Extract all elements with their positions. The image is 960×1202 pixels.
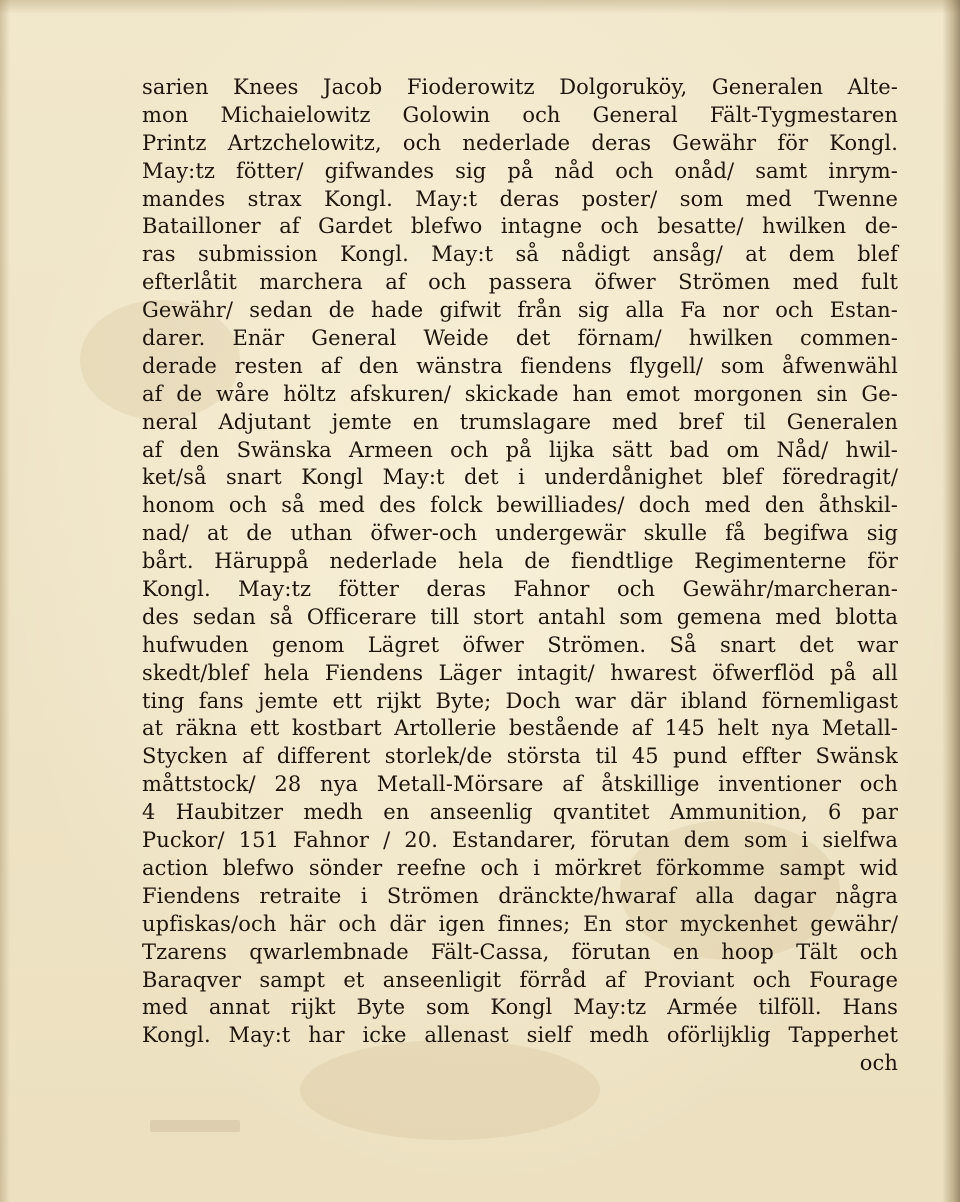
text-line: skedt/blef hela Fiendens Läger intagit/ hwarest öfwerflöd på all (142, 660, 898, 685)
catchword: och (859, 1051, 898, 1076)
text-line: af den Swänska Armeen och på lijka sätt bad om Nåd/ hwil- (142, 437, 898, 462)
text-line: neral Adjutant jemte en trumslagare med bref til Generalen (142, 409, 898, 434)
text-line: Kongl. May:tz fötter deras Fahnor och Gewähr/marcheran- (142, 577, 898, 602)
text-line: darer. Enär General Weide det förnam/ hwilken commen- (142, 326, 898, 351)
text-line: efterlåtit marchera af och passera öfwer Strömen med fult (142, 270, 898, 295)
text-line: Gewähr/ sedan de hade gifwit från sig alla Fa nor och Estan- (142, 298, 898, 323)
text-line: bårt. Häruppå nederlade hela de fiendtlige Regimenterne för (142, 549, 898, 574)
text-line: af de wåre höltz afskuren/ skickade han emot morgonen sin Ge- (142, 381, 898, 406)
page-edge-top (0, 0, 960, 14)
text-line: Puckor/ 151 Fahnor / 20. Estandarer, förutan dem som i sielfwa (142, 828, 898, 853)
page-edge-left (0, 0, 10, 1202)
text-line: upfiskas/och här och där igen finnes; En stor myckenhet gewähr/ (142, 911, 898, 936)
text-line: sarien Knees Jacob Fioderowitz Dolgoruköy, Generalen Alte- (142, 75, 898, 99)
text-line: mandes strax Kongl. May:t deras poster/ som med Twenne (142, 186, 898, 211)
text-line: at räkna ett kostbart Artollerie bestående af 145 helt nya Metall- (142, 716, 898, 741)
text-line: Printz Artzchelowitz, och nederlade deras Gewähr för Kongl. (142, 130, 898, 155)
text-line: Stycken af different storlek/de största til 45 pund effter Swänsk (142, 744, 898, 769)
text-line: Batailloner af Gardet blefwo intagne och besatte/ hwilken de- (142, 214, 898, 239)
text-line: hufwuden genom Lägret öfwer Strömen. Så snart det war (142, 632, 898, 657)
text-line: mon Michaielowitz Golowin och General Fält-Tygmestaren (142, 102, 898, 127)
text-line: honom och så med des folck bewilliades/ doch med den åthskil- (142, 493, 898, 518)
text-line: måttstock/ 28 nya Metall-Mörsare af åtskillige inventioner och (142, 772, 898, 797)
text-line: action blefwo sönder reefne och i mörkret förkomme sampt wid (142, 855, 898, 880)
text-line: Kongl. May:t har icke allenast sielf medh oförlijklig Tapperhet (142, 1023, 898, 1048)
faded-mark (150, 1120, 240, 1132)
text-line: des sedan så Officerare till stort antahl som gemena med blotta (142, 604, 898, 629)
text-line: ting fans jemte ett rijkt Byte; Doch war där ibland förnemligast (142, 688, 898, 713)
body-text (142, 74, 898, 1078)
text-line: ket/så snart Kongl May:t det i underdånighet blef föredragit/ (142, 465, 898, 490)
text-line: 4 Haubitzer medh en anseenlig qvantitet Ammunition, 6 par (142, 800, 898, 825)
text-line: Fiendens retraite i Strömen dränckte/hwaraf alla dagar några (142, 883, 898, 908)
text-line: ras submission Kongl. May:t så nådigt ansåg/ at dem blef (142, 242, 898, 267)
text-line: derade resten af den wänstra fiendens flygell/ som åfwenwähl (142, 353, 898, 378)
text-line: Baraqver sampt et anseenligit förråd af Proviant och Fourage (142, 967, 898, 992)
text-line: nad/ at de uthan öfwer-och undergewär skulle få begifwa sig (142, 521, 898, 546)
text-line: Tzarens qwarlembnade Fält-Cassa, förutan en hoop Tält och (142, 939, 898, 964)
text-line: May:tz fötter/ gifwandes sig på nåd och onåd/ samt inrym- (142, 158, 898, 183)
text-line: med annat rijkt Byte som Kongl May:tz Armée tilföll. Hans (142, 995, 898, 1020)
page-edge-right (942, 0, 960, 1202)
